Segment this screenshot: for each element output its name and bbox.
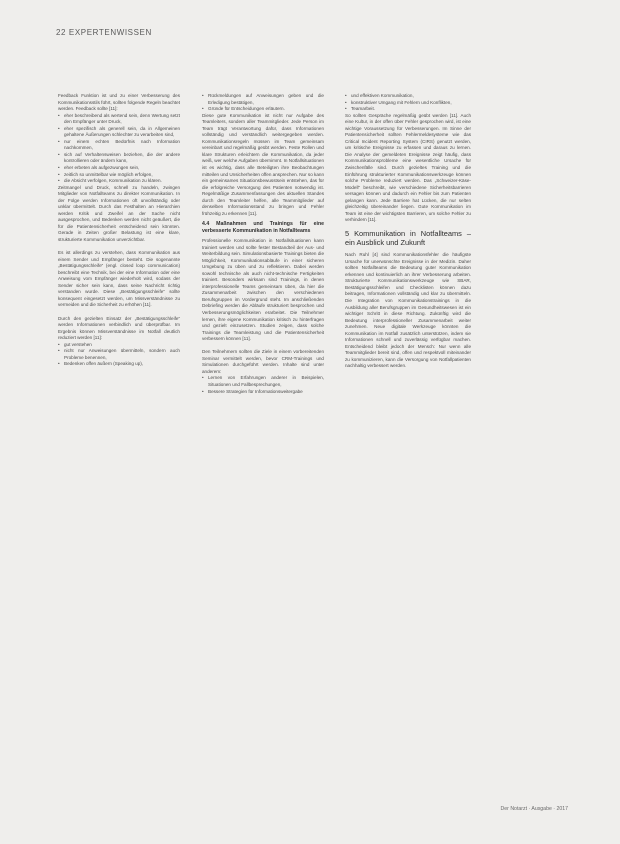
bullet-item: • eher erbeten als aufgezwungen sein,	[58, 165, 180, 172]
bullet-item: • nicht nur Anweisungen übermitteln, sondern auch Probleme benennen,	[58, 348, 180, 361]
bullet-list	[202, 93, 324, 113]
paragraph: Nach Ruhl [4] sind Kommunikationsfehler die häufigste Ursache für unerwünschte Ereignisse in der Medizin. Daher sollten Notfallteams die Bedeutung guter Kommunikation erkennen und kontinuierlich an ihrer Verbesserung arbeiten. Strukturierte Kommunikationswerkzeuge wie SBAR, Bestätigungsschleifen und Checklisten können dazu beitragen, Informationen vollständig und klar zu übermitteln. Die Integration von Kommunikationstrainings in die Ausbildung aller Berufsgruppen im Gesundheitswesen ist ein wichtiger Schritt in diese Richtung. Zukünftig wird die Bedeutung interprofessioneller Zusammenarbeit weiter zunehmen. Neue digitale Werkzeuge könnten die Kommunikation im Notfall zusätzlich unterstützen, indem sie Informationen schnell und zuverlässig verfügbar machen. Entscheidend bleibt jedoch der Mensch: Nur wenn alle Teammitglieder bereit sind, offen und respektvoll miteinander zu kommunizieren, kann die Versorgung von Notfallpatienten nachhaltig verbessert werden.	[345, 252, 471, 369]
paragraph: Diese gute Kommunikation ist nicht nur Aufgabe des Teamleiters, sondern aller Teammitglieder. Jede Person im Team trägt Verantwortung dafür, dass Informationen vollständig und verständlich weitergegeben werden. Kommunikationsregeln müssen im Team gemeinsam vereinbart und regelmäßig geübt werden. Feste Rollen und klare Strukturen erleichtern die Kommunikation, da jeder weiß, wer welche Aufgaben übernimmt. In Notfallsituationen ist es wichtig, dass alle Beteiligten ihre Beobachtungen mitteilen und Unsicherheiten offen ansprechen. Nur so kann ein gemeinsames Situationsbewusstsein entstehen, das für die erfolgreiche Versorgung des Patienten notwendig ist. Regelmäßige Zusammenfassungen des aktuellen Standes durch den Teamleiter helfen, alle Teammitglieder auf denselben Informationsstand zu bringen und Fehler frühzeitig zu erkennen [11].	[202, 112, 324, 216]
subsection-heading: 4.4 Maßnahmen und Trainings für eine verbesserte Kommunikation in Notfallteams	[202, 221, 324, 235]
paragraph: Es ist allerdings zu verstehen, dass Kommunikation aus einem Sender und Empfänger besteht. Die sogenannte „Bestätigungsschleife“ (engl. closed loop communication) beschreibt eine Technik, bei der eine Information oder eine Anweisung vom Empfänger wiederholt wird, sodass der Sender sicher sein kann, dass seine Nachricht richtig verstanden wurde. Diese „Bestätigungsschleife“ sollte konsequent eingesetzt werden, um Missverständnisse zu vermeiden und die Sicherheit zu erhöhen [11].	[58, 250, 180, 308]
paragraph: Zeitmangel und Druck, schnell zu handeln, zwingen Mitglieder von Notfallteams zu direkter Kommunikation. In der Folge werden Informationen oft unvollständig oder unklar übermittelt. Durch das Festhalten an Hierarchien werden Kritik und Zweifel an der Sache nicht ausgesprochen, und Bedenken werden nicht geäußert, die für die Patientensicherheit entscheidend sein könnten. Gerade in Zeiten großer Belastung ist eine klare, strukturierte Kommunikation unverzichtbar.	[58, 184, 180, 243]
page-footer: Der Notarzt · Ausgabe · 2017	[500, 806, 568, 812]
paragraph: Den Teilnehmern sollten die Ziele in einem vorbereitenden Seminar vermittelt werden, bevor CRM-Trainings und Simulationen durchgeführt werden. Inhalte sind unter anderem:	[202, 349, 324, 374]
text-column-1	[58, 93, 180, 368]
bullet-item: • Teamarbeit.	[345, 106, 471, 113]
bullet-list	[58, 113, 180, 185]
paragraph: Feedback Funktion ist und zu einer Verbesserung des Kommunikationsstils führt, sollten folgende Regeln beachtet werden. Feedback sollte [11]:	[58, 93, 180, 112]
bullet-item: • konstruktiver Umgang mit Fehlern und Konflikten,	[345, 100, 471, 107]
section-heading: 5 Kommunikation in Notfallteams – ein Ausblick und Zukunft	[345, 228, 471, 247]
bullet-item: • gut verstehen	[58, 342, 180, 349]
text-column-3	[345, 93, 471, 370]
bullet-list	[202, 375, 324, 395]
bullet-item: • Bessere Strategien für Informationsweitergabe	[202, 389, 324, 396]
bullet-item: • Bedenken offen äußern (Speaking up),	[58, 361, 180, 368]
bullet-list	[58, 342, 180, 368]
bullet-item: • sich auf Verhaltensweisen beziehen, die der andere kontrollieren oder ändern kann,	[58, 152, 180, 165]
paragraph: So sollten Gespräche regelmäßig geübt werden [11]. Auch eine Kultur, in der offen über Fehler gesprochen wird, ist eine wichtige Voraussetzung für Verbesserungen. Im Sinne der Patientensicherheit sollten Fehlermeldesysteme wie das Critical Incident Reporting System (CIRS) genutzt werden, um kritische Ereignisse zu erfassen und daraus zu lernen. Die Analyse der gemeldeten Ereignisse zeigt häufig, dass Kommunikationsprobleme eine wesentliche Ursache für Zwischenfälle sind. Durch gezieltes Training und die Einführung strukturierter Kommunikationswerkzeuge können solche Probleme reduziert werden. Das „Schweizer-Käse-Modell“ beschreibt, wie verschiedene Sicherheitsbarrieren versagen können und dadurch ein Fehler bis zum Patienten gelangen kann. Jede Barriere hat Lücken, die nur selten gleichzeitig übereinander liegen. Gute Kommunikation im Team ist eine der wichtigsten Barrieren, um solche Fehler zu verhindern [11].	[345, 112, 471, 223]
bullet-item: • nur einem echten Bedürfnis nach Information nachkommen,	[58, 139, 180, 152]
paragraph: Professionelle Kommunikation in Notfallsituationen kann trainiert werden und sollte fester Bestandteil der Aus- und Weiterbildung sein. Simulationsbasierte Trainings bieten die Möglichkeit, Kommunikationsabläufe in einer sicheren Umgebung zu üben und zu reflektieren. Dabei werden sowohl technische als auch nicht-technische Fertigkeiten trainiert. Besonders wirksam sind Trainings, in denen interprofessionelle Teams gemeinsam üben, da hier die Zusammenarbeit zwischen den verschiedenen Berufsgruppen im Vordergrund steht. Im anschließenden Debriefing werden die Abläufe strukturiert besprochen und Verbesserungsmöglichkeiten erarbeitet. Die Teilnehmer lernen, ihre eigene Kommunikation kritisch zu hinterfragen und gezielt einzusetzen. Studien zeigen, dass solche Trainings die Teamleistung und die Patientensicherheit verbessern können [11].	[202, 237, 324, 342]
bullet-item: • die Absicht verfolgen, Kommunikation zu klären.	[58, 178, 180, 185]
bullet-item: • eher beschreibend als wertend sein, denn Wertung setzt den Empfänger unter Druck,	[58, 113, 180, 126]
bullet-item: • Lernen von Erfahrungen anderer in Beispielen, Situationen und Fallbesprechungen,	[202, 375, 324, 388]
bullet-item: • Gründe für Entscheidungen erläutern.	[202, 106, 324, 113]
bullet-item: • und effektiven Kommunikation,	[345, 93, 471, 100]
bullet-item: • eher spezifisch als generell sein, da in Allgemeinen gehaltene Äußerungen schlechter zu verarbeiten sind,	[58, 126, 180, 139]
bullet-item: • zeitlich so unmittelbar wie möglich erfolgen,	[58, 172, 180, 179]
text-column-2	[202, 93, 324, 395]
bullet-item: • Rückmeldungen auf Anweisungen geben und die Erledigung bestätigen,	[202, 93, 324, 106]
paragraph: Durch den gezielten Einsatz der „Bestätigungsschleife“ werden Informationen verbindlich und überprüfbar. Im Ergebnis können Missverständnisse im Notfall deutlich reduziert werden [11]:	[58, 315, 180, 341]
page-header: 22 EXPERTENWISSEN	[56, 28, 152, 37]
bullet-list	[345, 93, 471, 113]
